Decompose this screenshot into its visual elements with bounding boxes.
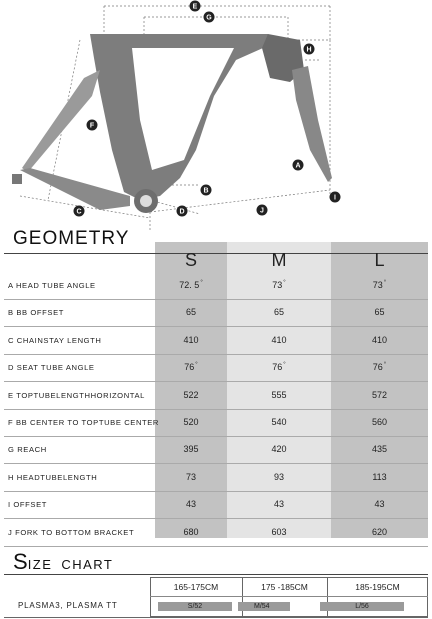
marker-d: D — [179, 208, 185, 216]
cell-value: 603 — [271, 526, 287, 537]
marker-i: I — [334, 194, 336, 202]
row-label: F BB CENTER TO TOPTUBE CENTER — [8, 418, 160, 427]
row-label: J FORK TO BOTTOM BRACKET — [8, 527, 135, 537]
cell-value: 76 — [372, 362, 383, 373]
cell-value: 395 — [183, 444, 199, 455]
cell-value: 93 — [273, 471, 284, 482]
cell-m — [227, 299, 331, 326]
cell-m — [227, 327, 331, 354]
cell-l — [331, 491, 428, 518]
cell-l — [331, 464, 428, 491]
cell-s — [155, 409, 227, 436]
table-row — [4, 491, 428, 519]
cell-value: 555 — [271, 389, 287, 400]
cell-m — [227, 491, 331, 518]
cell-value: 73 — [272, 280, 283, 290]
cell-value: 410 — [371, 334, 388, 345]
table-row — [4, 382, 428, 410]
marker-j: J — [260, 207, 264, 215]
model-name: PLASMA3, PLASMA TT — [18, 601, 118, 610]
cell-value: 420 — [271, 444, 287, 455]
cell-value: 522 — [183, 389, 199, 400]
degree-symbol: ° — [195, 362, 198, 369]
row-label: G REACH — [8, 445, 47, 455]
cell-s — [155, 382, 227, 409]
cell-l — [331, 382, 428, 409]
height-range-m: 175 -185CM — [261, 582, 308, 592]
size-chart-title-initial: S — [13, 549, 28, 574]
cell-value: 43 — [273, 499, 284, 510]
row-label: A HEAD TUBE ANGLE — [8, 281, 96, 290]
cell-value: 73 — [185, 471, 196, 482]
row-label: C CHAINSTAY LENGTH — [8, 335, 102, 345]
height-range-l: 185-195CM — [355, 582, 400, 592]
table-row — [4, 327, 428, 355]
cell-s — [155, 491, 227, 518]
row-label: D SEAT TUBE ANGLE — [8, 363, 95, 373]
cell-value: 410 — [183, 334, 199, 345]
cell-l — [331, 299, 428, 326]
row-label: I OFFSET — [8, 500, 47, 510]
cell-value: 520 — [183, 417, 199, 427]
table-row — [4, 464, 428, 492]
cell-value: 43 — [374, 499, 385, 510]
cell-value: 680 — [183, 526, 199, 537]
cell-s — [155, 272, 227, 299]
cell-value: 43 — [185, 499, 196, 510]
row-label: E TOPTUBELENGTHHORIZONTAL — [8, 390, 145, 400]
size-header-s: S — [184, 250, 197, 270]
geometry-title: GEOMETRY — [13, 228, 130, 249]
height-range-s: 165-175CM — [173, 582, 219, 592]
cell-l — [331, 409, 428, 436]
cell-value: 572 — [371, 389, 388, 400]
cell-value: 540 — [271, 417, 287, 427]
degree-symbol: ° — [383, 362, 387, 369]
size-chart-title-rest: IZE — [27, 557, 53, 572]
size-header-l: L — [374, 250, 385, 270]
cell-l — [331, 327, 428, 354]
marker-b: B — [203, 187, 209, 195]
size-bar-m: M/54 — [238, 602, 290, 611]
table-row — [4, 519, 428, 547]
cell-value: 65 — [185, 307, 196, 318]
size-chart-midline — [150, 596, 428, 597]
size-bar-l: L/56 — [320, 602, 404, 611]
cell-s — [155, 436, 227, 463]
marker-h: H — [306, 46, 312, 54]
cell-m — [227, 519, 331, 546]
cell-m — [227, 464, 331, 491]
cell-m — [227, 272, 331, 299]
cell-value: 65 — [273, 307, 284, 318]
table-row — [4, 436, 428, 464]
cell-s — [155, 327, 227, 354]
cell-m — [227, 354, 331, 381]
marker-e: E — [192, 3, 198, 11]
size-chart-bottom-rule — [4, 617, 428, 618]
cell-value: 560 — [371, 417, 388, 427]
cell-value: 72. 5 — [179, 280, 200, 290]
size-chart-title-word: CHART — [61, 557, 114, 572]
marker-c: C — [76, 208, 82, 216]
degree-symbol: ° — [383, 280, 387, 286]
cell-s — [155, 299, 227, 326]
cell-s — [155, 519, 227, 546]
row-label: B BB OFFSET — [8, 308, 64, 318]
cell-m — [227, 409, 331, 436]
cell-value: 410 — [271, 334, 287, 345]
cell-value: 65 — [374, 307, 385, 318]
table-row — [4, 272, 428, 300]
size-chart-rule — [4, 574, 428, 575]
row-label: H HEADTUBELENGTH — [8, 472, 98, 482]
frame-geometry-diagram — [0, 0, 432, 232]
cell-value: 76 — [272, 362, 283, 373]
size-bar-s: S/52 — [158, 602, 232, 611]
degree-symbol: ° — [200, 280, 203, 286]
degree-symbol: ° — [283, 280, 286, 286]
size-header-m: M — [271, 250, 287, 270]
cell-m — [227, 382, 331, 409]
cell-value: 113 — [372, 471, 387, 482]
cell-value: 73 — [372, 280, 383, 290]
cell-l — [331, 272, 428, 299]
table-row — [4, 299, 428, 327]
cell-l — [331, 354, 428, 381]
degree-symbol: ° — [283, 362, 286, 369]
marker-f: F — [89, 122, 95, 130]
size-chart-title — [13, 549, 113, 575]
cell-l — [331, 519, 428, 546]
cell-value: 76 — [184, 362, 195, 373]
table-row — [4, 409, 428, 437]
cell-value: 620 — [371, 526, 388, 537]
marker-a: A — [295, 162, 301, 170]
cell-s — [155, 464, 227, 491]
bike-frame — [12, 34, 332, 213]
cell-value: 435 — [371, 444, 388, 455]
cell-l — [331, 436, 428, 463]
cell-m — [227, 436, 331, 463]
table-row — [4, 354, 428, 382]
cell-s — [155, 354, 227, 381]
marker-g: G — [206, 14, 212, 22]
